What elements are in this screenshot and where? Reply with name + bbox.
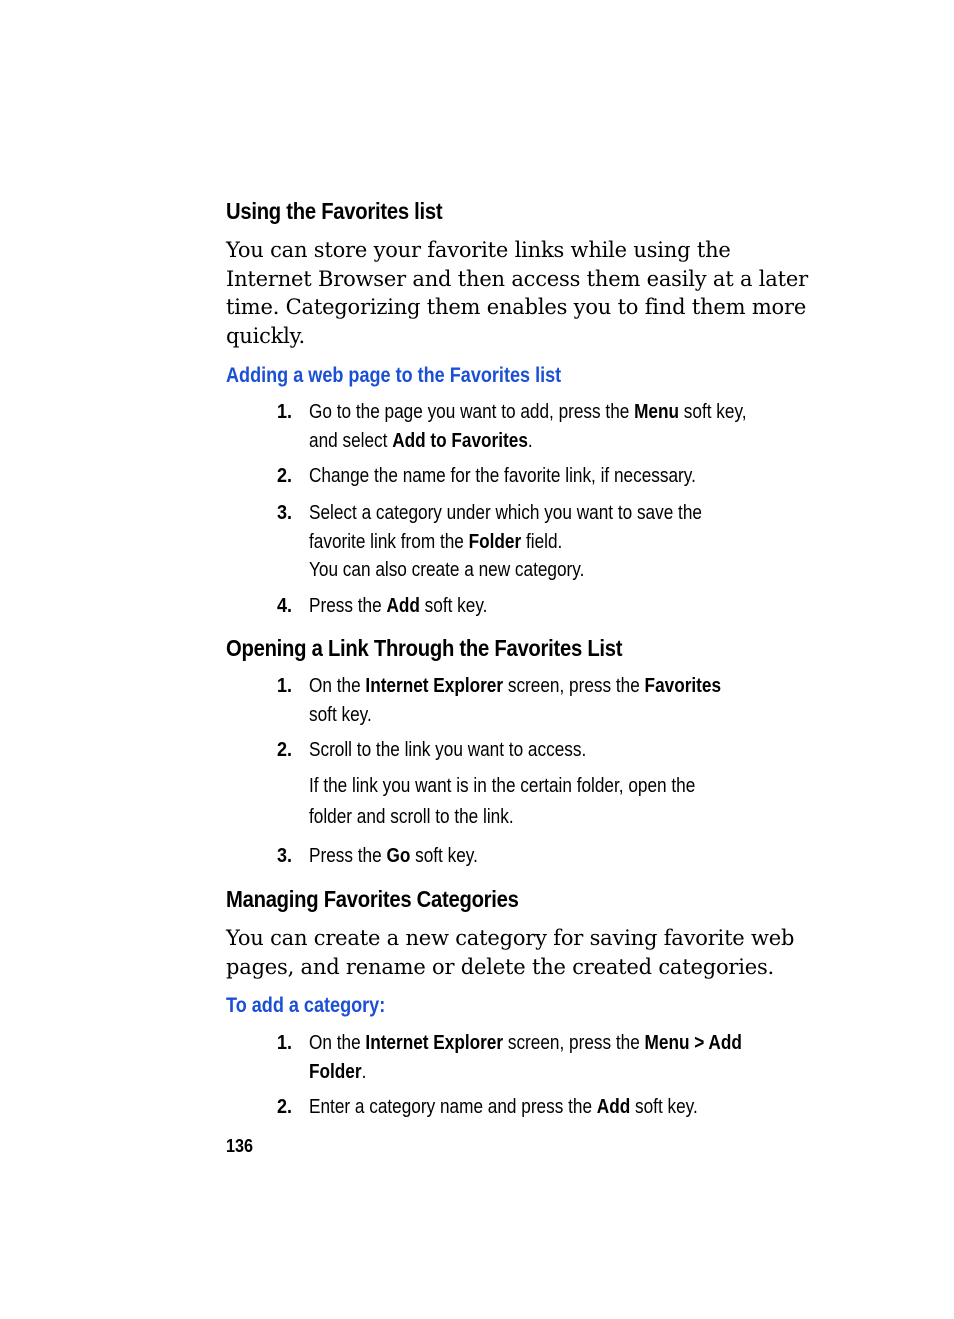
subheading-adding-web-page: Adding a web page to the Favorites list: [226, 364, 562, 387]
text-run: screen, press the: [503, 675, 645, 697]
step-number: 3.: [277, 502, 293, 524]
text-run: .: [527, 429, 533, 452]
text-run: You can also create a new category.: [309, 559, 585, 581]
text-run: On the: [309, 1032, 366, 1054]
step-text: [309, 462, 791, 491]
paragraph-line: Internet Browser and then access them easily at a later: [226, 266, 808, 291]
step-note: [309, 771, 695, 833]
step-text: [309, 1029, 791, 1086]
text-run: and select: [309, 429, 393, 452]
text-run: On the: [309, 675, 366, 697]
soft-key-name: Favorites: [644, 675, 722, 697]
subheading-add-category: To add a category:: [226, 994, 386, 1017]
text-run: Enter a category name and press the: [309, 1096, 597, 1118]
step-number: 2.: [277, 1096, 293, 1118]
text-run: soft key,: [679, 401, 747, 423]
paragraph-line: You can store your favorite links while using the: [226, 238, 731, 262]
step-text: [309, 842, 791, 871]
text-run: screen, press the: [503, 1032, 645, 1054]
option-name: Add to Favorites: [392, 429, 528, 452]
step-text: [309, 592, 791, 621]
text-run: soft key.: [419, 595, 488, 617]
menu-path: Folder: [309, 1060, 362, 1083]
soft-key-name: Add: [596, 1096, 631, 1118]
intro-paragraph-categories: [226, 924, 801, 981]
text-run: soft key.: [630, 1096, 698, 1118]
section-heading-opening-link: Opening a Link Through the Favorites List: [226, 635, 623, 661]
screen-name: Internet Explorer: [365, 675, 504, 697]
section-heading-using-favorites: Using the Favorites list: [226, 198, 443, 224]
step-text: [309, 1093, 791, 1122]
text-run: favorite link from the: [309, 530, 469, 553]
paragraph-line: You can create a new category for saving favorite web: [226, 926, 795, 950]
section-heading-managing-categories: Managing Favorites Categories: [226, 886, 519, 912]
step-text: [309, 672, 791, 729]
step-number: 4.: [277, 595, 293, 617]
soft-key-name: Add: [386, 595, 420, 617]
paragraph-line: pages, and rename or delete the created categories.: [226, 954, 775, 979]
text-run: Select a category under which you want to save the: [309, 502, 702, 524]
text-run: soft key.: [309, 703, 372, 726]
step-number: 3.: [277, 845, 293, 867]
text-run: field.: [521, 530, 563, 553]
step-number: 2.: [277, 739, 293, 761]
menu-key-name: Menu: [634, 401, 680, 423]
screen-name: Internet Explorer: [365, 1032, 504, 1054]
note-line: folder and scroll to the link.: [309, 806, 514, 828]
menu-path: Menu > Add: [644, 1032, 742, 1054]
text-run: Change the name for the favorite link, if necessary.: [309, 465, 696, 487]
note-line: If the link you want is in the certain folder, open the: [309, 775, 696, 797]
step-text: [309, 398, 791, 455]
step-text: [309, 499, 791, 585]
text-run: .: [361, 1060, 367, 1083]
text-run: Press the: [309, 595, 387, 617]
step-number: 1.: [277, 401, 293, 423]
soft-key-name: Go: [386, 845, 411, 867]
step-text: [309, 736, 791, 765]
text-run: Scroll to the link you want to access.: [309, 739, 587, 761]
paragraph-line: quickly.: [226, 324, 306, 349]
step-number: 1.: [277, 675, 293, 697]
text-run: Press the: [309, 845, 387, 867]
text-run: Go to the page you want to add, press the: [309, 401, 635, 423]
page-number: 136: [226, 1136, 254, 1156]
text-run: soft key.: [410, 845, 478, 867]
field-name: Folder: [468, 530, 522, 553]
step-number: 2.: [277, 465, 293, 487]
step-number: 1.: [277, 1032, 293, 1054]
intro-paragraph-favorites: [226, 236, 808, 351]
paragraph-line: time. Categorizing them enables you to find them more: [226, 295, 807, 320]
